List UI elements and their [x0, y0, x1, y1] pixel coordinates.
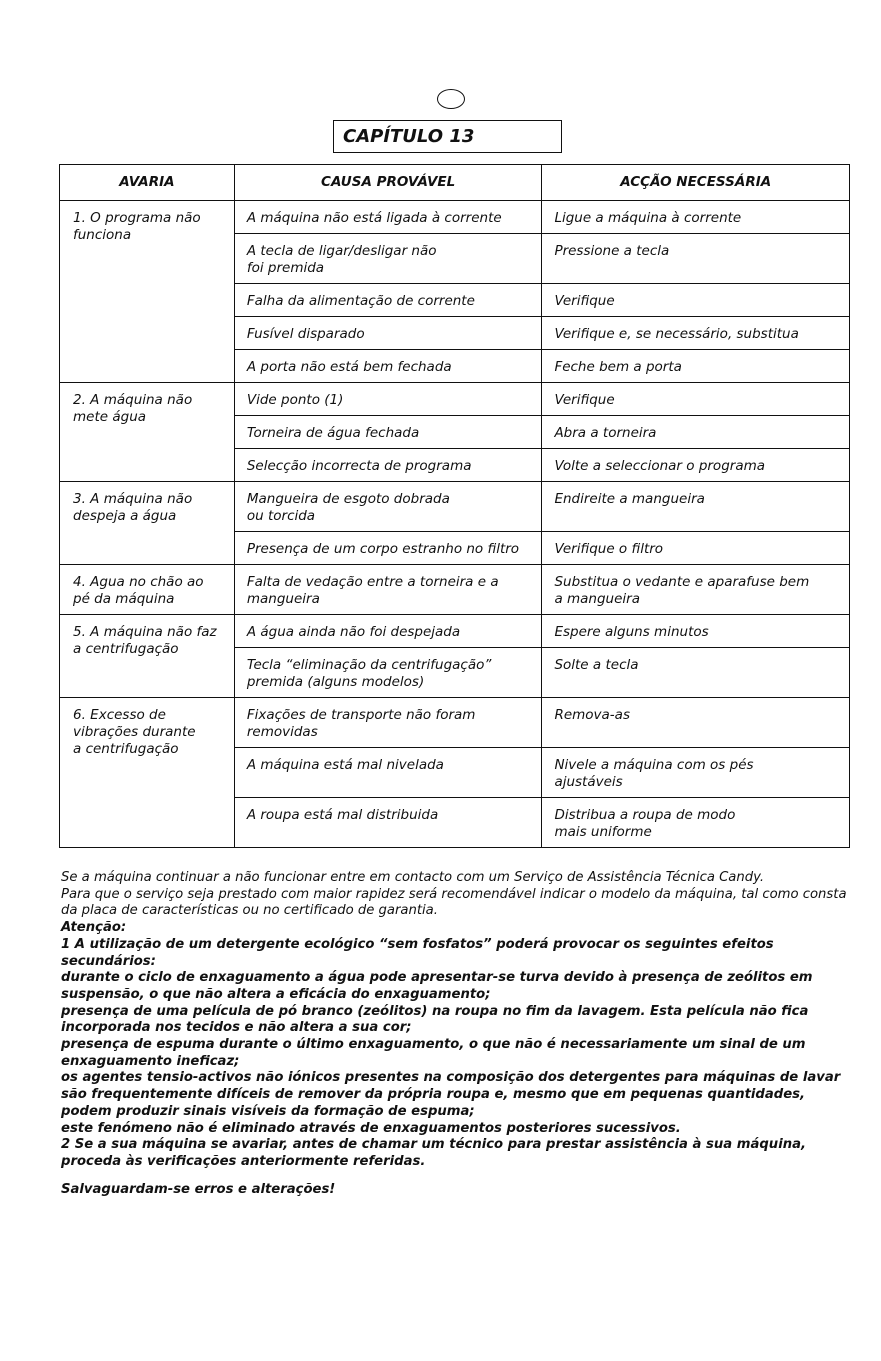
attention-item-5: os agentes tensio-activos não iónicos presentes na composição dos detergentes para máquinas de lavar são frequentemente difíceis de remover da própria roupa e, mesmo que em pequenas quantidades, podem produzir sinais visíveis da formação de espuma;: [61, 1070, 841, 1119]
attention-heading: Atenção:: [61, 920, 127, 936]
attention-item-1: 1 A utilização de um detergente ecológico “sem fosfatos” poderá provocar os seguintes efeitos secundários:: [61, 936, 774, 969]
note-model-info: Para que o serviço seja prestado com maior rapidez será recomendável indicar o modelo da máquina, tal como consta da placa de características ou no certificado de garantia.: [61, 886, 847, 919]
action-cell: [542, 482, 850, 532]
action-text: Volte a seleccionar o programa: [554, 458, 766, 474]
cause-cell: [234, 648, 542, 698]
fault-cell: [60, 615, 235, 698]
attention-item-4: presença de espuma durante o último enxaguamento, o que não é necessariamente um sinal de um enxaguamento ineficaz;: [61, 1037, 806, 1069]
cause-text: Tecla “eliminação da centrifugação” premida (alguns modelos): [246, 657, 492, 690]
cause-text: A água ainda não foi despejada: [246, 624, 461, 640]
table-header-row: [60, 165, 850, 201]
fault-label: 4. Agua no chão ao pé da máquina: [73, 574, 204, 607]
cause-text: Vide ponto (1): [246, 392, 344, 408]
action-cell: [542, 748, 850, 798]
cause-text: Fixações de transporte não foram removidas: [246, 707, 476, 740]
action-text: Verifique e, se necessário, substitua: [554, 326, 799, 342]
cause-text: Selecção incorrecta de programa: [246, 458, 472, 474]
cause-text: Torneira de água fechada: [246, 425, 420, 441]
cause-cell: [234, 284, 542, 317]
cause-cell: [234, 615, 542, 648]
note-contact: Se a máquina continuar a não funcionar entre em contacto com um Serviço de Assistência Técnica Candy.: [61, 870, 765, 885]
cause-cell: [234, 449, 542, 482]
cause-text: Falha da alimentação de corrente: [246, 293, 475, 309]
action-cell: [542, 565, 850, 615]
fault-cell: [60, 698, 235, 848]
table-row: [60, 565, 850, 615]
action-cell: [542, 350, 850, 383]
table-row: [60, 698, 850, 748]
fault-label: 1. O programa não funciona: [73, 210, 201, 243]
action-text: Pressione a tecla: [554, 243, 670, 259]
action-text: Verifique o filtro: [554, 541, 664, 557]
action-cell: [542, 383, 850, 416]
action-cell: [542, 201, 850, 234]
action-cell: [542, 449, 850, 482]
table-row: [60, 482, 850, 532]
cause-cell: [234, 350, 542, 383]
action-cell: [542, 234, 850, 284]
fault-cell: [60, 565, 235, 615]
cause-cell: [234, 532, 542, 565]
cause-text: A porta não está bem fechada: [246, 359, 452, 375]
action-cell: [542, 798, 850, 848]
cause-cell: [234, 565, 542, 615]
action-cell: [542, 532, 850, 565]
fault-label: 3. A máquina não despeja a água: [73, 491, 193, 524]
disclaimer: Salvaguardam-se erros e alterações!: [61, 1181, 336, 1197]
header-fault: AVARIA: [60, 165, 235, 201]
cause-text: Presença de um corpo estranho no filtro: [246, 541, 520, 557]
action-text: Distribua a roupa de modo mais uniforme: [554, 807, 736, 840]
cause-cell: [234, 482, 542, 532]
cause-cell: [234, 798, 542, 848]
cause-text: Mangueira de esgoto dobrada ou torcida: [246, 491, 450, 524]
action-text: Verifique: [554, 293, 615, 309]
table-row: [60, 383, 850, 416]
action-text: Abra a torneira: [554, 425, 657, 441]
action-cell: [542, 317, 850, 350]
action-cell: [542, 284, 850, 317]
action-cell: [542, 698, 850, 748]
cause-cell: [234, 748, 542, 798]
cause-text: A máquina está mal nivelada: [246, 757, 444, 773]
action-text: Endireite a mangueira: [554, 491, 705, 507]
action-text: Espere alguns minutos: [554, 624, 709, 640]
cause-text: Fusível disparado: [246, 326, 365, 342]
action-cell: [542, 615, 850, 648]
chapter-title: CAPÍTULO 13: [333, 120, 562, 153]
cause-text: A máquina não está ligada à corrente: [246, 210, 502, 226]
action-text: Remova-as: [554, 707, 630, 723]
action-cell: [542, 416, 850, 449]
action-text: Nivele a máquina com os pés ajustáveis: [554, 757, 754, 790]
cause-cell: [234, 698, 542, 748]
table-row: [60, 615, 850, 648]
cause-cell: [234, 317, 542, 350]
notes-section: [61, 870, 851, 1198]
action-text: Feche bem a porta: [554, 359, 682, 375]
action-text: Substitua o vedante e aparafuse bem a mangueira: [554, 574, 810, 607]
cause-cell: [234, 234, 542, 284]
action-text: Solte a tecla: [554, 657, 639, 673]
cause-text: A tecla de ligar/desligar não foi premida: [246, 243, 437, 276]
fault-cell: [60, 201, 235, 383]
language-oval-marker: [437, 89, 465, 109]
fault-label: 6. Excesso de vibrações durante a centrifugação: [73, 707, 196, 757]
fault-label: 5. A máquina não faz a centrifugação: [73, 624, 217, 657]
attention-item-3: presença de uma película de pó branco (zeólitos) na roupa no fim da lavagem. Esta película não fica incorporada nos tecidos e não altera a sua cor;: [61, 1003, 809, 1036]
fault-cell: [60, 383, 235, 482]
action-text: Ligue a máquina à corrente: [554, 210, 742, 226]
action-text: Verifique: [554, 392, 615, 408]
cause-text: Falta de vedação entre a torneira e a mangueira: [246, 574, 499, 607]
fault-label: 2. A máquina não mete água: [73, 392, 193, 425]
fault-cell: [60, 482, 235, 565]
table-row: [60, 201, 850, 234]
cause-cell: [234, 416, 542, 449]
cause-cell: [234, 383, 542, 416]
attention-item-6: este fenómeno não é eliminado através de enxaguamentos posteriores sucessivos.: [61, 1120, 681, 1136]
action-cell: [542, 648, 850, 698]
troubleshooting-table: [59, 164, 850, 848]
attention-item-2: durante o ciclo de enxaguamento a água pode apresentar-se turva devido à presença de zeólitos em suspensão, o que não altera a eficácia do enxaguamento;: [61, 970, 813, 1002]
header-cause: CAUSA PROVÁVEL: [234, 165, 542, 201]
cause-text: A roupa está mal distribuida: [246, 807, 439, 823]
cause-cell: [234, 201, 542, 234]
header-action: ACÇÃO NECESSÁRIA: [542, 165, 850, 201]
attention-item-7: 2 Se a sua máquina se avariar, antes de chamar um técnico para prestar assistência à sua máquina, proceda às verificações anteriormente referidas.: [61, 1137, 807, 1169]
